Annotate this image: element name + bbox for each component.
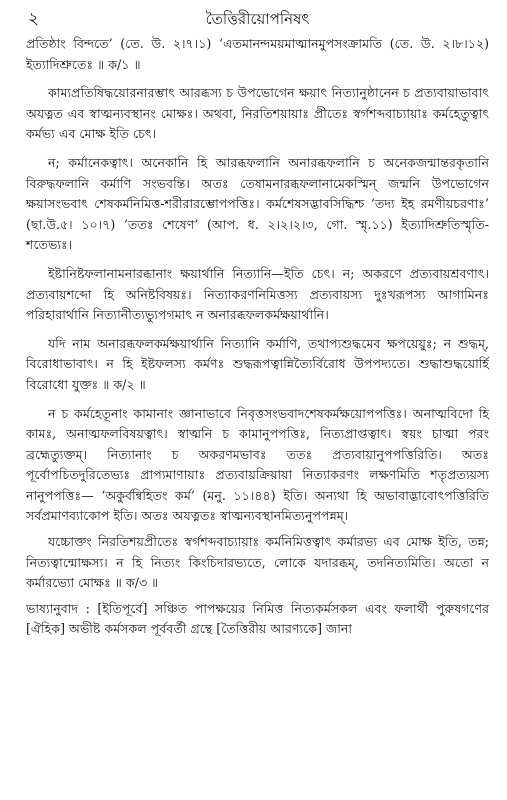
paragraph-text: ইষ্টানিষ্টফলানামনারব্ধানাং ক্ষয়ার্থানি নিত্যানি—ইতি চেৎ। ন; অকরণে প্রত্যবায়শ্রবণাৎ। প্রত্যবায়শব্দো হি অনিষ্টবিষয়ঃ। নিত্যাকরণনিমিত্তস্য প্রত্যবায়স্য দুঃখরূপস্য আগামিনঃ পরিহারার্থানি নিত্যানীত্যভ্যুপগমাৎ ন অনারব্ধফলকর্মক্ষয়ার্থানি। (26, 265, 489, 323)
paragraph-text: প্রতিষ্ঠাং বিন্দতে’ (তে. উ. ২।৭।১) ‘এতমানন্দময়মাত্মানমুপসংক্রামতি (তে. উ. ২।৮।১২) ইত্যাদিশ্রুতেঃ ॥ ক/১ ॥ (26, 36, 489, 72)
paragraph (26, 83, 489, 145)
paragraph (26, 264, 489, 326)
paragraph (26, 404, 489, 528)
page-number: ২ (28, 9, 40, 29)
paragraph (26, 153, 489, 256)
paragraph (26, 334, 489, 396)
paragraph-text: ন; কর্মানেকত্বাৎ। অনেকানি হি আরব্ধফলানি অনারব্ধফলানি চ অনেকজন্মান্তরকৃতানি বিরুদ্ধফলানি কর্মাণি সংভবন্তি। অতঃ তেষামনারব্ধফলানামেকস্মিন্ জন্মনি উপভোগেন ক্ষয়াসংভবাৎ শেষকর্মনিমিত্ত-শরীরারম্ভোপপত্তিঃ। কর্মশেষসদ্ভাবসিদ্ধিশ্চ ‘তদ্য ইহ রমণীয়চরণাঃ’ (ছা.উ.৫। ১০।৭) ‘ততঃ শেষেণ’ (আপ. ধ. ২।২।২।৩, গো. স্মৃ.১১) ইত্যাদিশ্রুতিস্মৃতি-শতেভ্যঃ। (26, 154, 489, 253)
page-header (26, 0, 489, 30)
paragraph (26, 532, 489, 594)
paragraph-text: কাম্যপ্রতিষিদ্ধয়োরনারম্ভাৎ আরব্ধস্য চ উপভোগেন ক্ষয়াৎ নিত্যানুষ্ঠানেন চ প্রত্যবায়াভাবাৎ অযত্নত এব স্বাত্মন্যবস্থানং মোক্ষঃ। অথবা, নিরতিশয়ায়াঃ প্রীতেঃ স্বর্গশব্দবাচ্যায়াঃ কর্মহেতুত্বাৎ কর্মভ্য এব মোক্ষ ইতি চেৎ। (26, 85, 489, 142)
paragraph-text: যদি নাম অনারব্ধফলকর্মক্ষয়ার্থানি নিত্যানি কর্মাণি, তথাপ্যশুদ্ধমেব ক্ষপয়েয়ুঃ; ন শুদ্ধম্, বিরোধাভাবাৎ। ন হি ইষ্টফলস্য কর্মণঃ শুদ্ধরূপত্বান্নিত্যৈর্বিরোধ উপপদ্যতে। শুদ্ধাশুদ্ধয়োর্হি বিরোধো যুক্তঃ ॥ ক/২ ॥ (26, 335, 489, 392)
running-title: তৈত্তিরীয়োপনিষৎ (205, 10, 310, 28)
paragraph-text: ভাষ্যানুবাদ : [ইতিপূর্বে] সঞ্চিত পাপক্ষয়ের নিমিত্ত নিত্যকর্মসকল এবং ফলার্থী পুরুষগণের [ঐহিক] অভীষ্ট কর্মসকল পূর্ববর্তী গ্রন্থে [তৈত্তিরীয় আরণ্যকে] জানা (26, 600, 489, 637)
paragraph-text: যচ্চোক্তং নিরতিশয়প্রীতেঃ স্বর্গশব্দবাচ্যায়াঃ কর্মনিমিত্তত্বাৎ কর্মারভ্য এব মোক্ষ ইতি, তন্ন; নিত্যত্বান্মোক্ষস্য। ন হি নিত্যং কিংচিদারভ্যতে, লোকে যদারব্ধম্, তদনিত্যমিতি। অতো ন কর্মারভ্যো মোক্ষঃ ॥ ক/৩ ॥ (26, 534, 489, 591)
translation-paragraph (26, 599, 489, 640)
paragraph-text: ন চ কর্মহেতূনাং কামানাং জ্ঞানাভাবে নিবৃত্তসংভবাদশেষকর্মক্ষয়োপপত্তিঃ। অনাত্মবিদো হি কামঃ, অনাত্মফলবিষয়ত্বাৎ। স্বাত্মনি চ কামানুপপত্তিঃ, নিত্যপ্রাপ্তত্বাৎ। স্বয়ং চাত্মা পরং ব্রহ্মেত্যুক্তম্। নিত্যানাং চ অকরণমভাবঃ ততঃ প্রত্যবায়ানুপপত্তিরিতি। অতঃ পূর্বোপচিতদুরিতেভ্যঃ প্রাপ্যমাণায়াঃ প্রত্যবায়ক্রিয়ায়া নিত্যাকরণং লক্ষণমিতি শতৃপ্রত্যয়স্য নানুপপত্তিঃ— ‘অকুর্বন্বিহিতং কর্ম’ (মনু. ১১।৪৪) ইতি। অন্যথা হি অভাবাদ্ভাবোৎপত্তিরিতি সর্বপ্রমাণব্যাকোপ ইতি। অতঃ অযত্নতঃ স্বাত্মন্যবস্থানমিত্যনুপপন্নম্। (26, 405, 489, 524)
paragraph-continuation (26, 34, 489, 75)
